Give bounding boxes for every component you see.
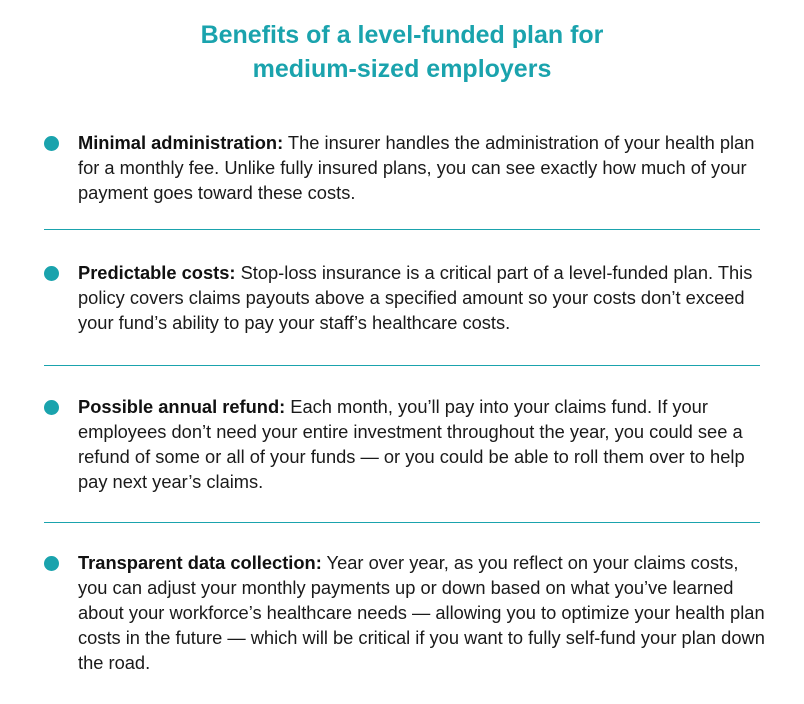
benefit-body: Year over year, as you reflect on your claims costs, you can adjust your monthly payments up or down based on what you’ve learned about your workforce’s healthcare needs — allowing you to optimize your health plan costs in the future — which will be critical if you want to fully self-fund your plan down the road. [78, 552, 765, 673]
benefit-body: Each month, you’ll pay into your claims fund. If your employees don’t need your entire investment throughout the year, you could see a refund of some or all of your funds — or you could be able to roll them over to help pay next year’s claims. [78, 396, 745, 492]
benefit-heading: Possible annual refund: [78, 396, 286, 417]
benefit-body: Stop-loss insurance is a critical part of a level-funded plan. This policy covers claims payouts above a specified amount so your costs don’t exceed your fund’s ability to pay your staff’s healthcare costs. [78, 262, 753, 333]
benefit-text [78, 394, 768, 494]
benefit-text [78, 130, 768, 205]
section-divider [44, 229, 760, 230]
page-title [0, 18, 804, 86]
benefit-text [78, 260, 768, 335]
bullet-icon [44, 556, 59, 571]
section-divider [44, 365, 760, 366]
bullet-icon [44, 136, 59, 151]
benefit-heading: Minimal administration: [78, 132, 284, 153]
benefit-body: The insurer handles the administration of your health plan for a monthly fee. Unlike fully insured plans, you can see exactly how much of your payment goes toward these costs. [78, 132, 755, 203]
benefit-heading: Predictable costs: [78, 262, 236, 283]
title-line-1: Benefits of a level-funded plan for [200, 21, 604, 49]
bullet-icon [44, 400, 59, 415]
benefit-text [78, 550, 768, 675]
section-divider [44, 522, 760, 523]
benefit-heading: Transparent data collection: [78, 552, 322, 573]
title-line-2: medium-sized employers [252, 55, 552, 83]
bullet-icon [44, 266, 59, 281]
